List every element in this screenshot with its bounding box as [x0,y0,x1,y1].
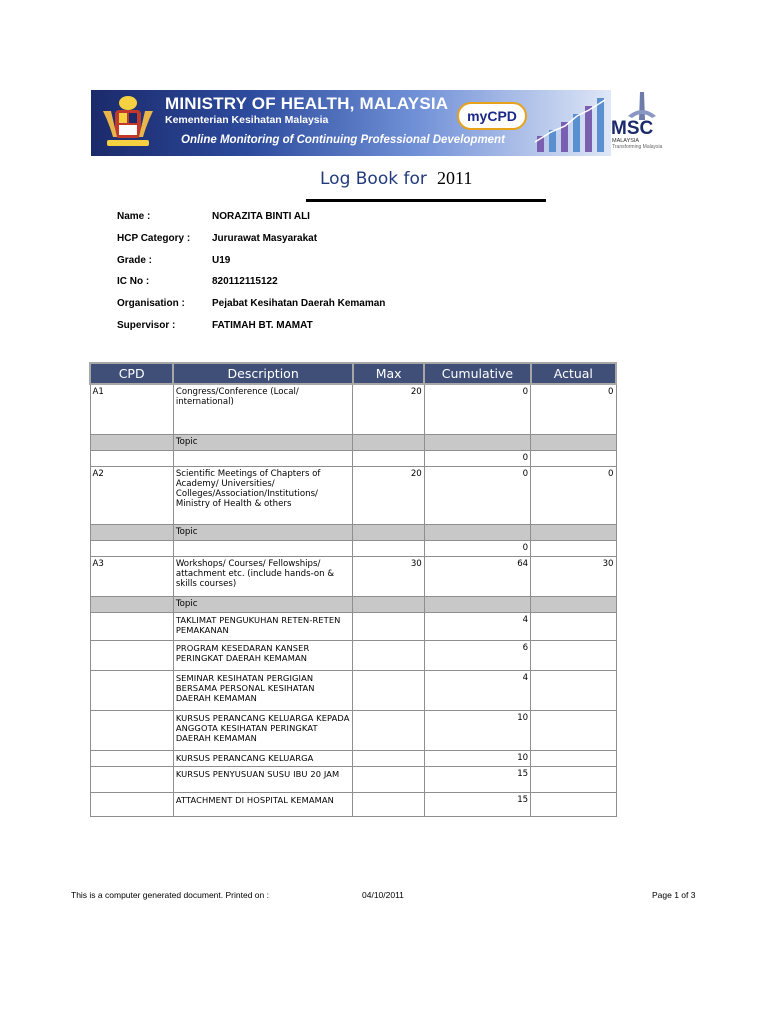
cell-actual [531,524,616,540]
cell-actual [531,434,616,450]
msc-logo-text: MSC [611,118,654,139]
cell-cpd [90,670,173,710]
footer-page-number: Page 1 of 3 [652,890,696,900]
cell-cumulative: 0 [424,384,530,434]
cell-cpd [90,434,173,450]
cell-cumulative [424,596,530,612]
table-row [90,556,616,596]
column-header-actual: Actual [531,363,616,384]
table-row [90,466,616,524]
cell-cumulative: 10 [424,710,530,750]
profile-value: 820112115122 [212,276,278,288]
ministry-title: MINISTRY OF HEALTH, MALAYSIA [165,94,449,113]
table-row [90,710,616,750]
profile-value: NORAZITA BINTI ALI [212,211,310,222]
table-row [90,750,616,766]
table-row [90,450,616,466]
profile-value: FATIMAH BT. MAMAT [212,319,313,331]
footer-note: This is a computer generated document. Printed on : [71,890,269,900]
cell-description: Topic [173,434,353,450]
cell-actual: 0 [531,384,616,434]
cell-cumulative: 0 [424,466,530,524]
cpd-table [89,362,617,817]
cell-actual: 30 [531,556,616,596]
cell-cumulative: 64 [424,556,530,596]
header-banner [91,90,611,156]
cell-cpd [90,524,173,540]
cell-description: Scientific Meetings of Chapters of Academy/ Universities/ Colleges/Association/Institutions/ Ministry of Health & others [173,466,353,524]
cell-actual [531,750,616,766]
cell-actual [531,792,616,816]
coat-of-arms-icon [99,93,157,153]
cell-max: 30 [353,556,424,596]
cell-cpd [90,612,173,640]
cell-description [173,540,353,556]
cell-cpd: A2 [90,466,173,524]
cell-actual [531,612,616,640]
cell-max [353,434,424,450]
cell-max: 20 [353,466,424,524]
cell-max [353,710,424,750]
profile-label: Organisation : [117,298,185,310]
table-row [90,524,616,540]
footer-print-date: 04/10/2011 [362,890,404,900]
cell-cpd [90,540,173,556]
cell-max [353,450,424,466]
cell-actual [531,540,616,556]
cell-cpd [90,766,173,792]
cell-cpd [90,710,173,750]
column-header-cpd: CPD [90,363,173,384]
table-row [90,766,616,792]
table-row [90,670,616,710]
table-row [90,640,616,670]
column-header-max: Max [353,363,424,384]
profile-label: IC No : [117,276,150,288]
profile-label: HCP Category : [117,232,191,244]
column-header-description: Description [173,363,353,384]
cell-actual [531,640,616,670]
table-row [90,384,616,434]
cell-description: ATTACHMENT DI HOSPITAL KEMAMAN [173,792,353,816]
table-header-row [90,363,616,384]
cell-actual [531,766,616,792]
cell-description: KURSUS PERANCANG KELUARGA KEPADA ANGGOTA KESIHATAN PERINGKAT DAERAH KEMAMAN [173,710,353,750]
table-row [90,434,616,450]
table-row [90,540,616,556]
profile-value: Jururawat Masyarakat [212,232,318,244]
msc-logo-tagline: Transforming Malaysia [612,144,663,150]
cell-description: TAKLIMAT PENGUKUHAN RETEN-RETEN PEMAKANAN [173,612,353,640]
profile-label: Supervisor : [117,319,176,331]
ministry-subtitle: Kementerian Kesihatan Malaysia [165,114,329,126]
cell-cpd [90,792,173,816]
cell-max [353,540,424,556]
cell-description: Topic [173,524,353,540]
cell-description: KURSUS PERANCANG KELUARGA [173,750,353,766]
growth-chart-icon [531,92,611,154]
cell-actual [531,450,616,466]
cell-max [353,750,424,766]
cell-actual [531,596,616,612]
profile-label: Grade : [117,254,153,266]
cell-cumulative [424,524,530,540]
cell-cpd: A3 [90,556,173,596]
table-row [90,596,616,612]
cell-cumulative: 4 [424,670,530,710]
cell-max [353,596,424,612]
cell-max [353,524,424,540]
cell-description: Congress/Conference (Local/ international) [173,384,353,434]
profile-value: U19 [212,254,231,266]
table-row [90,612,616,640]
cell-max [353,766,424,792]
column-header-cumulative: Cumulative [424,363,530,384]
cell-description: PROGRAM KESEDARAN KANSER PERINGKAT DAERAH KEMAMAN [173,640,353,670]
banner-tagline: Online Monitoring of Continuing Professional Development [181,134,505,146]
logbook-year: 2011 [437,168,473,188]
cell-actual [531,670,616,710]
cell-cpd [90,750,173,766]
msc-logo-sub: MALAYSIA [612,138,640,144]
cell-cumulative [424,434,530,450]
title-underline [306,199,546,202]
cell-cumulative: 10 [424,750,530,766]
cell-description [173,450,353,466]
cell-description: Workshops/ Courses/ Fellowships/ attachment etc. (include hands-on & skills courses) [173,556,353,596]
cell-actual: 0 [531,466,616,524]
cell-cpd: A1 [90,384,173,434]
cell-cumulative: 6 [424,640,530,670]
cell-max: 20 [353,384,424,434]
profile-value: Pejabat Kesihatan Daerah Kemaman [212,298,386,310]
cell-max [353,612,424,640]
cell-cumulative: 15 [424,792,530,816]
table-row [90,792,616,816]
cell-cumulative: 0 [424,450,530,466]
cell-cpd [90,596,173,612]
cell-cpd [90,450,173,466]
profile-label: Name : [117,211,151,222]
cell-cumulative: 15 [424,766,530,792]
cell-cpd [90,640,173,670]
cell-description: KURSUS PENYUSUAN SUSU IBU 20 JAM [173,766,353,792]
cell-max [353,670,424,710]
cell-actual [531,710,616,750]
cell-max [353,640,424,670]
cell-cumulative: 4 [424,612,530,640]
cell-max [353,792,424,816]
mycpd-logo: myCPD [457,102,527,130]
cell-description: Topic [173,596,353,612]
cell-cumulative: 0 [424,540,530,556]
cell-description: SEMINAR KESIHATAN PERGIGIAN BERSAMA PERSONAL KESIHATAN DAERAH KEMAMAN [173,670,353,710]
logbook-title: Log Book for [320,169,427,189]
